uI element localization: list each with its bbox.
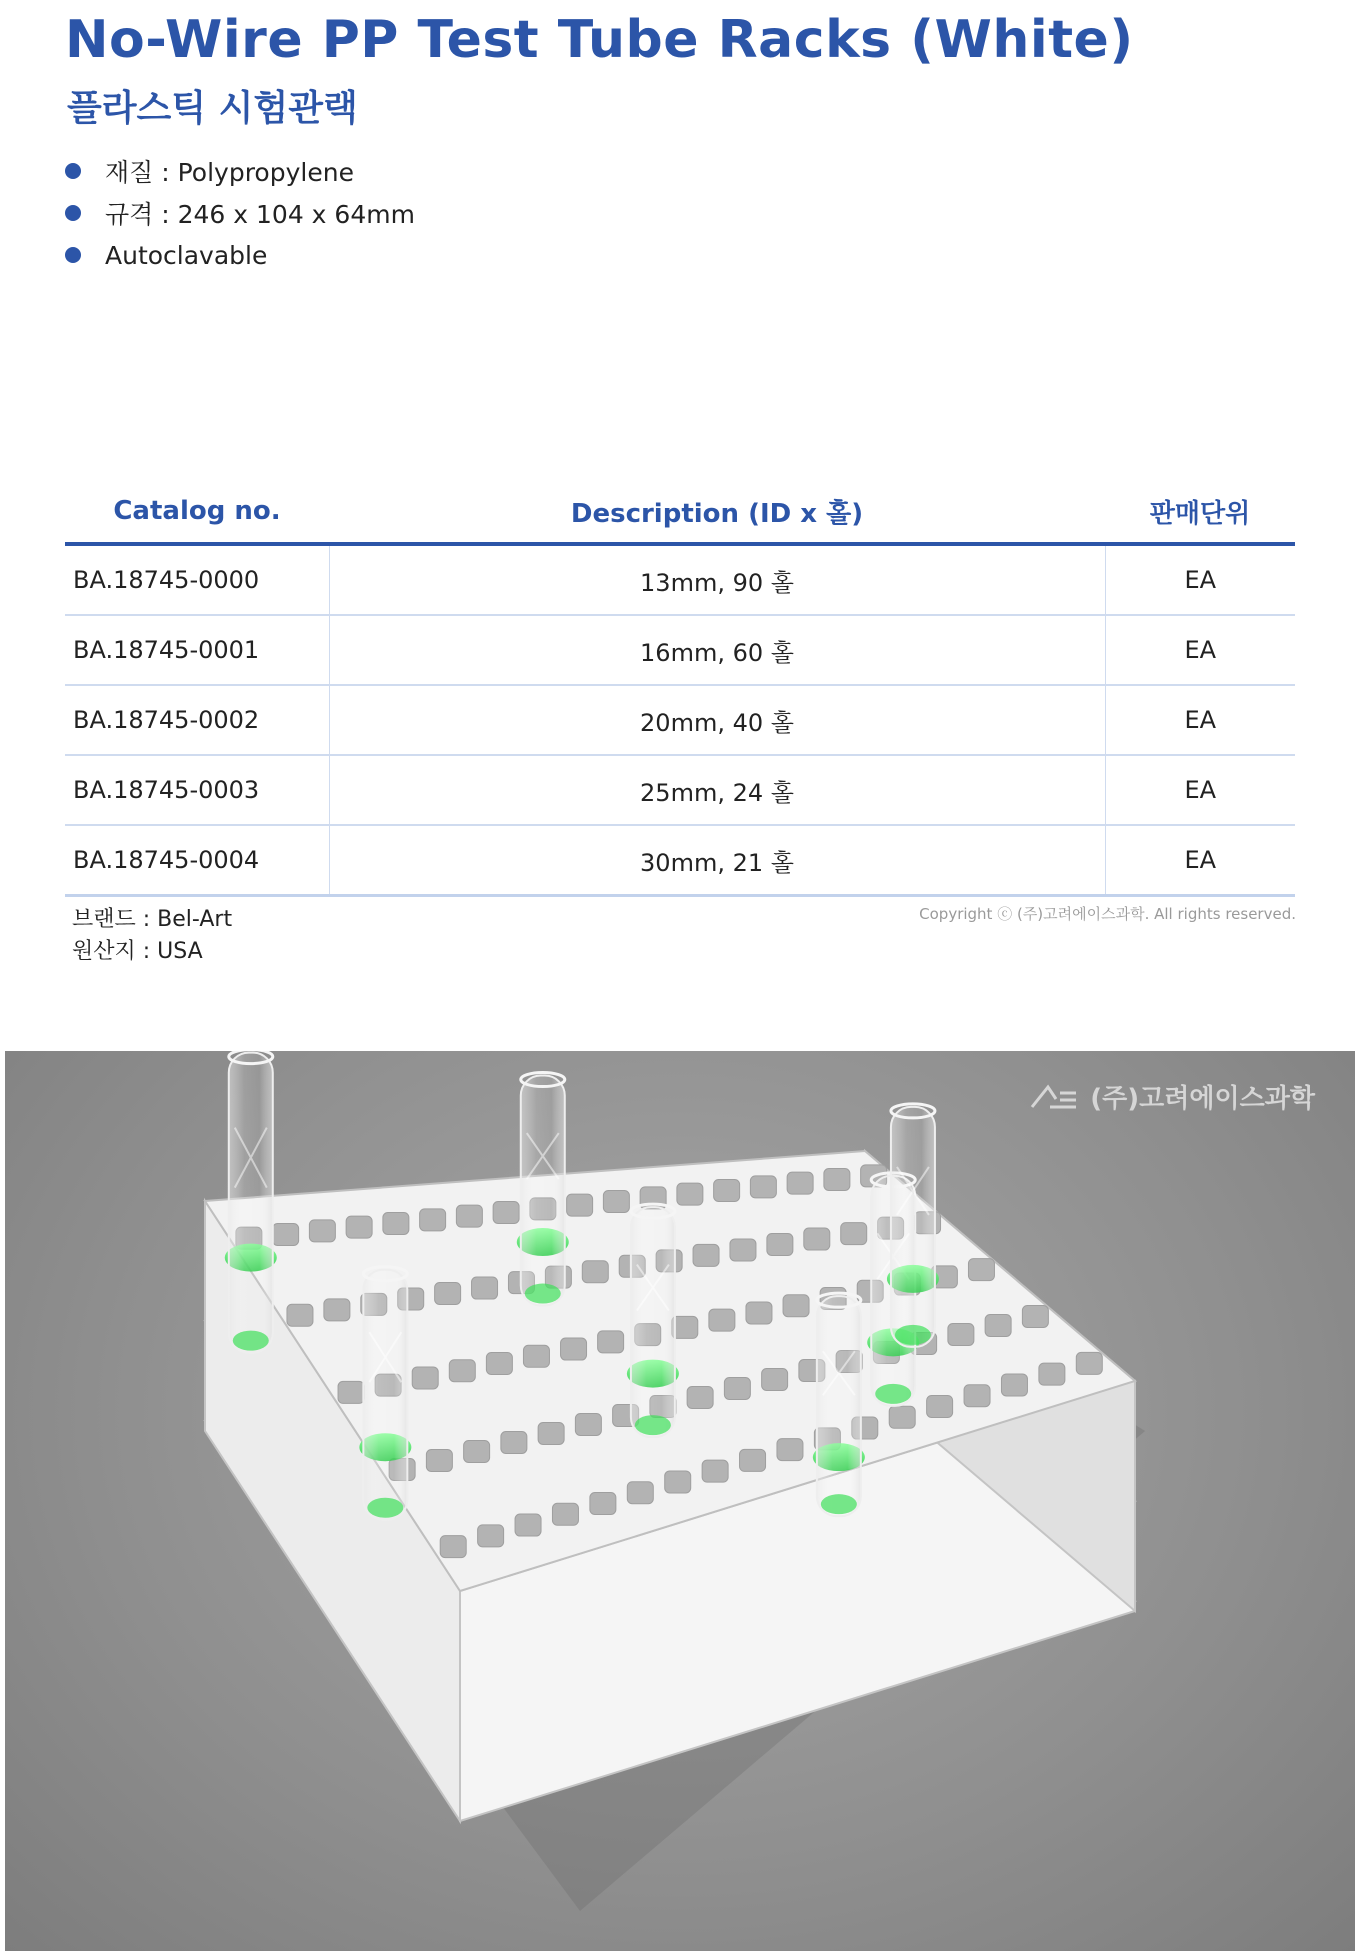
rack-hole: [338, 1381, 364, 1403]
spec-list: [65, 150, 415, 276]
description-cell: 25mm, 24 홀: [329, 755, 1105, 825]
test-tube: [631, 1207, 675, 1437]
rack-hole: [767, 1234, 793, 1256]
rack-hole: [1076, 1352, 1102, 1374]
green-liquid: [895, 1325, 931, 1345]
watermark-text: (주)고려에이스과학: [1090, 1084, 1315, 1114]
rack-hole: [538, 1423, 564, 1445]
rack-hole: [1001, 1374, 1027, 1396]
table-row: [65, 685, 1295, 755]
rack-hole: [603, 1191, 629, 1213]
rack-hole: [964, 1385, 990, 1407]
green-liquid: [367, 1498, 403, 1518]
description-cell: 16mm, 60 홀: [329, 615, 1105, 685]
rack-hole: [1022, 1306, 1048, 1328]
spec-text: 재질 : Polypropylene: [105, 158, 354, 187]
rack-hole: [523, 1345, 549, 1367]
unit-cell: EA: [1105, 544, 1295, 615]
rack-hole: [841, 1223, 867, 1245]
rack-hole: [762, 1369, 788, 1391]
rack-hole: [324, 1299, 350, 1321]
rack-hole: [383, 1213, 409, 1235]
rack-hole: [309, 1220, 335, 1242]
company-logo-icon: [1030, 1083, 1082, 1111]
rack-hole: [287, 1304, 313, 1326]
rack-hole: [709, 1309, 735, 1331]
catalog-number-cell: BA.18745-0000: [65, 544, 329, 615]
description-cell: 30mm, 21 홀: [329, 825, 1105, 896]
bullet-icon: [65, 247, 81, 263]
rack-hole: [889, 1406, 915, 1428]
rack-hole: [552, 1503, 578, 1525]
green-liquid: [525, 1284, 561, 1304]
catalog-number-cell: BA.18745-0003: [65, 755, 329, 825]
table-row: [65, 825, 1295, 896]
rack-hole: [493, 1202, 519, 1224]
spec-item-material: [65, 150, 415, 192]
header-description: Description (ID x 홀): [329, 480, 1105, 544]
description-cell: 20mm, 40 홀: [329, 685, 1105, 755]
rack-hole: [730, 1239, 756, 1261]
rack-hole: [702, 1460, 728, 1482]
bullet-icon: [65, 205, 81, 221]
rack-hole: [567, 1194, 593, 1216]
rack-hole: [824, 1169, 850, 1191]
rack-hole: [777, 1439, 803, 1461]
green-liquid: [635, 1415, 671, 1435]
company-watermark: [1030, 1078, 1315, 1115]
spec-text: Autoclavable: [105, 240, 268, 270]
rack-hole: [724, 1378, 750, 1400]
description-cell: 13mm, 90 홀: [329, 544, 1105, 615]
rack-hole: [714, 1180, 740, 1202]
catalog-number-cell: BA.18745-0001: [65, 615, 329, 685]
table-header-row: [65, 480, 1295, 544]
origin-text: 원산지 : USA: [72, 939, 203, 964]
unit-cell: EA: [1105, 615, 1295, 685]
table-row: [65, 544, 1295, 615]
catalog-number-cell: BA.18745-0002: [65, 685, 329, 755]
test-tube: [891, 1107, 935, 1347]
catalog-number-cell: BA.18745-0004: [65, 825, 329, 896]
rack-hole: [687, 1387, 713, 1409]
rack-hole: [464, 1441, 490, 1463]
green-liquid: [875, 1384, 911, 1404]
rack-hole: [787, 1172, 813, 1194]
unit-cell: EA: [1105, 755, 1295, 825]
rack-hole: [346, 1216, 372, 1238]
bullet-icon: [65, 163, 81, 179]
rack-hole: [435, 1283, 461, 1305]
spec-item-dimensions: [65, 192, 415, 234]
test-tube: [521, 1076, 565, 1306]
rack-hole: [440, 1536, 466, 1558]
unit-cell: EA: [1105, 825, 1295, 896]
rack-hole: [590, 1493, 616, 1515]
rack-hole: [746, 1302, 772, 1324]
rack-hole: [740, 1449, 766, 1471]
unit-cell: EA: [1105, 685, 1295, 755]
rack-hole: [472, 1277, 498, 1299]
rack-hole: [478, 1525, 504, 1547]
rack-hole: [412, 1367, 438, 1389]
rack-hole: [948, 1324, 974, 1346]
rack-hole: [449, 1360, 475, 1382]
rack-hole: [598, 1331, 624, 1353]
test-tube-rack-illustration: [5, 1051, 1355, 1951]
catalog-table: [65, 480, 1295, 897]
rack-hole: [582, 1261, 608, 1283]
product-subtitle: 플라스틱 시험관랙: [67, 88, 358, 129]
spec-text: 규격 : 246 x 104 x 64mm: [105, 200, 415, 229]
rack-hole: [273, 1224, 299, 1246]
rack-hole: [693, 1244, 719, 1266]
rack-hole: [515, 1514, 541, 1536]
rack-hole: [750, 1176, 776, 1198]
rack-hole: [1039, 1363, 1065, 1385]
rack-hole: [426, 1450, 452, 1472]
rack-hole: [420, 1209, 446, 1231]
header-catalog-no: Catalog no.: [65, 480, 329, 544]
rack-hole: [804, 1228, 830, 1250]
test-tube: [229, 1053, 273, 1353]
rack-hole: [561, 1338, 587, 1360]
brand-text: 브랜드 : Bel-Art: [72, 907, 233, 932]
table-row: [65, 615, 1295, 685]
table-row: [65, 755, 1295, 825]
product-title: No-Wire PP Test Tube Racks (White): [65, 10, 1134, 70]
rack-hole: [627, 1482, 653, 1504]
copyright-text: Copyright ⓒ (주)고려에이스과학. All rights reserved.: [919, 905, 1296, 923]
rack-hole: [783, 1295, 809, 1317]
rack-hole: [985, 1315, 1011, 1337]
product-footer-info: [72, 904, 232, 968]
rack-hole: [456, 1205, 482, 1227]
product-photo: [5, 1051, 1355, 1951]
rack-hole: [927, 1396, 953, 1418]
rack-hole: [677, 1183, 703, 1205]
rack-hole: [665, 1471, 691, 1493]
green-liquid: [233, 1331, 269, 1351]
test-tube: [363, 1270, 407, 1520]
rack-hole: [575, 1414, 601, 1436]
rack-hole: [486, 1353, 512, 1375]
green-liquid: [821, 1494, 857, 1514]
test-tube: [817, 1296, 861, 1516]
rack-hole: [501, 1432, 527, 1454]
rack-hole: [968, 1259, 994, 1281]
spec-item-autoclavable: [65, 234, 415, 276]
header-sales-unit: 판매단위: [1105, 480, 1295, 544]
